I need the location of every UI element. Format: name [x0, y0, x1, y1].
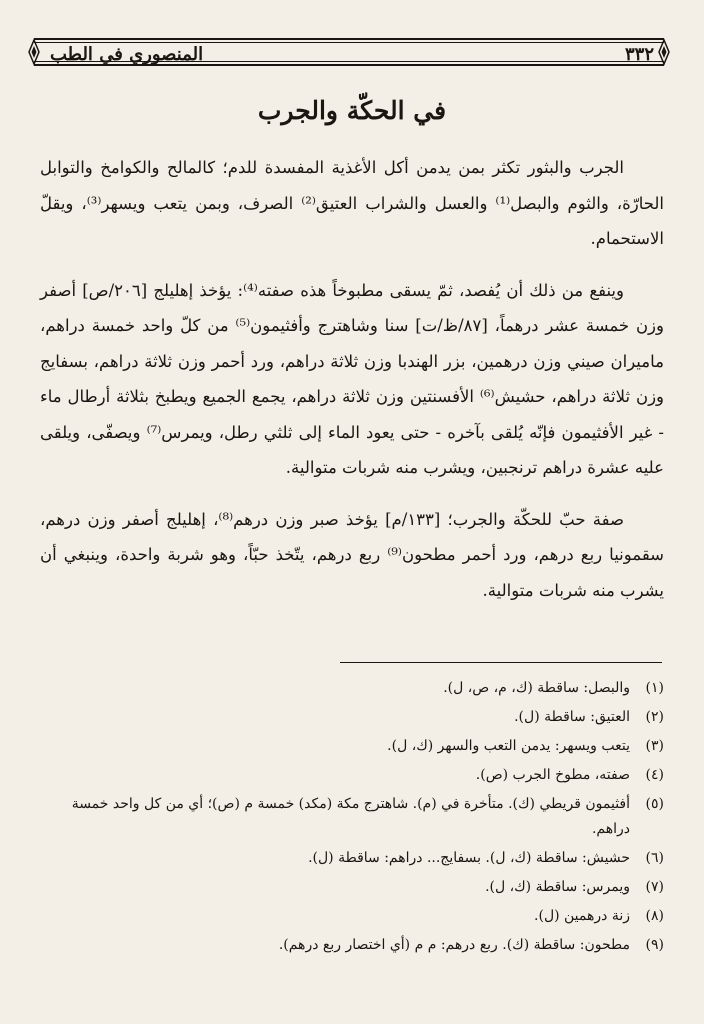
footnote-number: (٦) [645, 850, 664, 866]
header-rule [34, 38, 664, 40]
footnote-number: (٧) [645, 879, 664, 895]
chapter-title: في الحكّة والجرب [257, 96, 447, 125]
footnotes [40, 676, 664, 958]
running-header [50, 44, 654, 64]
footnote-number: (٩) [645, 937, 664, 953]
footnote-text: يتعب ويسهر: يدمن التعب والسهر (ك، ل). [387, 738, 630, 754]
footnote-number: (٤) [645, 767, 664, 783]
footnote [40, 705, 664, 730]
paragraph: وينفع من ذلك أن يُفصد، ثمّ يسقى مطبوخاً هذه صفته⁽⁴⁾: يؤخذ إهليلج [٢٠٦/ص] أصفر وزن خمسة عشر درهماً، [٨٧/ظ/ت] سنا وشاهترج وأفثيمون⁽⁵⁾ من كلّ واحد خمسة دراهم، ماميران صيني وزن درهمين، بزر الهندبا وزن ثلاثة دراهم، ورد أحمر وزن ثلاثة دراهم، بسفايج وزن ثلاثة دراهم، حشيش⁽⁶⁾ الأفسنتين وزن ثلاثة دراهم، يجمع الجميع ويطبخ بثلاثة أرطال ماء - غير الأفثيمون فإنّه يُلقى بآخره - حتى يعود الماء إلى ثلثي رطل، ويمرس⁽⁷⁾ ويصفّى، ويلقى عليه عشرة دراهم ترنجبين، ويشرب منه شربات متوالية. [40, 280, 664, 477]
footnote-number: (٨) [645, 908, 664, 924]
paragraph: الجرب والبثور تكثر بمن يدمن أكل الأغذية المفسدة للدم؛ كالمالح والكوامخ والتوابل الحارّة، والثوم والبصل⁽¹⁾ والعسل والشراب العتيق⁽²⁾ الصرف، وبمن يتعب ويسهر⁽³⁾، ويقلّ الاستحمام. [40, 158, 665, 248]
footnote-text: العتيق: ساقطة (ل). [514, 709, 630, 725]
footnote [40, 933, 664, 958]
ornament-icon [28, 38, 40, 66]
page-number: ٣٣٢ [624, 43, 654, 65]
footnote [40, 734, 664, 759]
footnote-number: (٢) [645, 709, 664, 725]
footnote-text: مطحون: ساقطة (ك). ربع درهم: م م (أي اختصار ربع درهم). [278, 937, 630, 953]
footnote-text: زنة درهمين (ل). [534, 908, 630, 924]
footnote-divider [340, 662, 662, 663]
footnote [40, 763, 664, 788]
footnote-text: ويمرس: ساقطة (ك، ل). [485, 879, 630, 895]
footnote-text: صفته، مطوخ الجرب (ص). [475, 767, 630, 783]
footnote [40, 676, 664, 701]
footnote-text: والبصل: ساقطة (ك، م، ص، ل). [443, 680, 630, 696]
running-title: المنصوري في الطب [50, 43, 204, 65]
ornament-icon [658, 38, 670, 66]
footnote-number: (١) [645, 680, 664, 696]
footnote-number: (٥) [645, 796, 664, 812]
main-text [40, 150, 664, 624]
footnote-number: (٣) [645, 738, 664, 754]
footnote-text: حشيش: ساقطة (ك، ل). بسفايج... دراهم: ساقطة (ل). [308, 850, 630, 866]
footnote [40, 875, 664, 900]
footnote [40, 846, 664, 871]
footnote [40, 904, 664, 929]
footnote-text: أفثيمون قريطي (ك). متأخرة في (م). شاهترج مكة (مكد) خمسة م (ص)؛ أي من كل واحد خمسة دراهم. [71, 796, 630, 837]
paragraph: صفة حبّ للحكّة والجرب؛ [١٣٣/م] يؤخذ صبر وزن درهم⁽⁸⁾، إهليلج أصفر وزن درهم، سقمونيا ربع درهم، ورد أحمر مطحون⁽⁹⁾ ربع درهم، يتّخذ حبّاً، وهو شربة واحدة، وينبغي أن يشرب منه شربات متوالية. [40, 509, 665, 600]
footnote [40, 792, 664, 842]
